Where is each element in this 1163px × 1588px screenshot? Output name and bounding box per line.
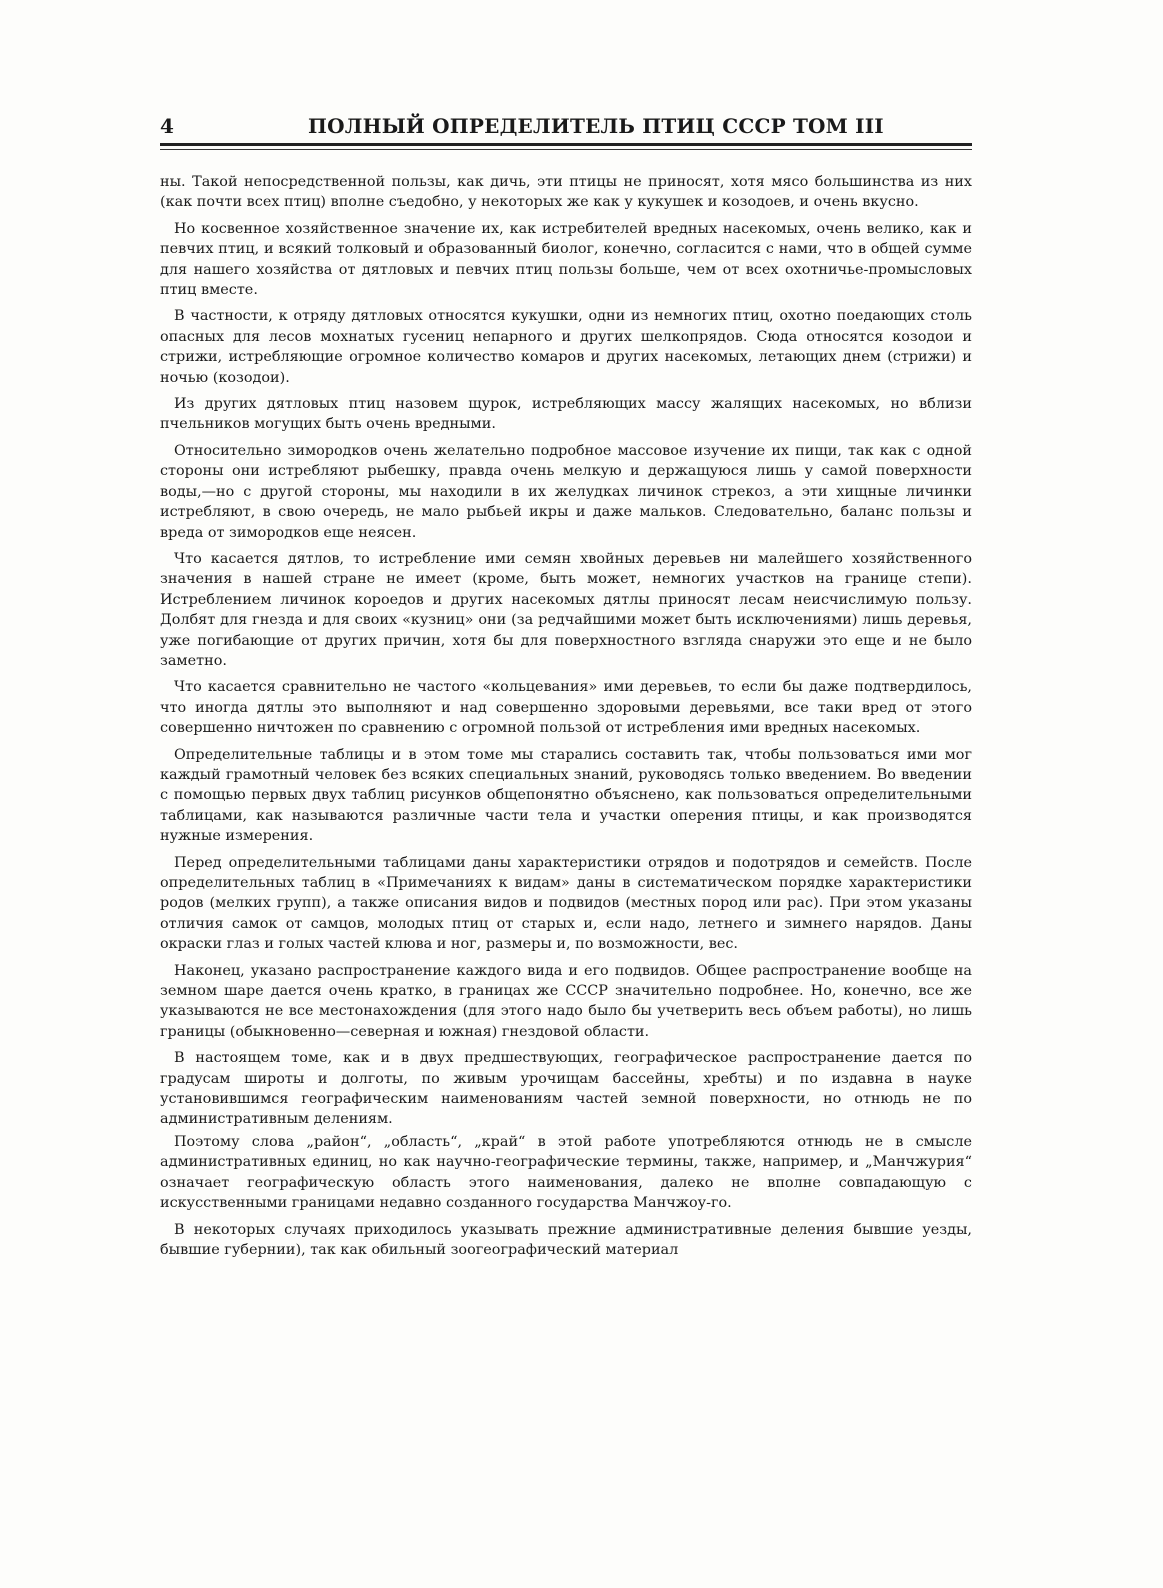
- paragraph: Наконец, указано распространение каждого вида и его подвидов. Общее распространение вообще на земном шаре дается очень кратко, в границах же СССР значительно подробнее. Но, конечно, все же указываются не все местонахождения (для этого надо было бы учетверить весь объем работы), но лишь границы (обыкновенно—северная и южная) гнездовой области.: [160, 962, 972, 1040]
- paragraph: В частности, к отряду дятловых относятся кукушки, одни из немногих птиц, охотно поедающих столь опасных для лесов мохнатых гусениц непарного и других шелкопрядов. Сюда относятся козодои и стрижи, истребляющие огромное количество комаров и других насекомых, летающих днем (стрижи) и ночью (козодои).: [160, 308, 972, 386]
- body-text: [160, 172, 972, 1266]
- paragraph: Относительно зимородков очень желательно подробное массовое изучение их пищи, так как с одной стороны они истребляют рыбешку, правда очень мелкую и держащуюся лишь у самой поверхности воды,—но с другой стороны, мы находили в их желудках личинок стрекоз, а эти хищные личинки истребляют, в свою очередь, не мало рыбьей икры и даже мальков. Следовательно, баланс пользы и вреда от зимородков еще неясен.: [160, 442, 972, 541]
- paragraph: ны. Такой непосредственной пользы, как дичь, эти птицы не приносят, хотя мясо большинства из них (как почти всех птиц) вполне съедобно, у некоторых же как у кукушек и козодоев, и очень вкусно.: [160, 174, 972, 211]
- running-title: ПОЛНЫЙ ОПРЕДЕЛИТЕЛЬ ПТИЦ СССР ТОМ III: [308, 114, 884, 138]
- paragraph: Перед определительными таблицами даны характеристики отрядов и подотрядов и семейств. После определительных таблиц в «Примечаниях к видам» даны в систематическом порядке характеристики родов (мелких групп), а также описания видов и подвидов (местных пород или рас). При этом указаны отличия самок от самцов, молодых птиц от старых и, если надо, летнего и зимнего нарядов. Даны окраски глаз и голых частей клюва и ног, размеры и, по возможности, вес.: [160, 854, 972, 953]
- paragraph: Что касается сравнительно не частого «кольцевания» ими деревьев, то если бы даже подтвердилось, что иногда дятлы это выполняют и над совершенно здоровыми деревьями, все таки вред от этого совершенно ничтожен по сравнению с огромной пользой от истребления ими вредных насекомых.: [160, 679, 972, 737]
- paragraph: Из других дятловых птиц назовем щурок, истребляющих массу жалящих насекомых, но вблизи пчельников могущих быть очень вредными.: [160, 396, 972, 433]
- paragraph: Поэтому слова „район“, „область“, „край“ в этой работе употребляются отнюдь не в смысле административных единиц, но как научно-географические термины, также, например, и „Манчжурия“ означает географическую область этого наименования, далеко не вполне совпадающую с искусственными границами недавно созданного государства Манчжоу-го.: [160, 1133, 972, 1212]
- paragraph: Что касается дятлов, то истребление ими семян хвойных деревьев ни малейшего хозяйственного значения в нашей стране не имеет (кроме, быть может, немногих участков на границе степи). Истреблением личинок короедов и других насекомых дятлы приносят лесам неисчислимую пользу. Долбят для гнезда и для своих «кузниц» они (за редчайшими может быть исключениями) лишь деревья, уже погибающие от других причин, хотя бы для поверхностного взгляда снаружи это еще и не было заметно.: [160, 550, 972, 669]
- header-rule-thin: [160, 149, 972, 150]
- paragraph: В некоторых случаях приходилось указывать прежние административные деления бывшие уезды, бывшие губернии), так как обильный зоогеографический материал: [160, 1221, 972, 1258]
- paragraph: Определительные таблицы и в этом томе мы старались составить так, чтобы пользоваться ими мог каждый грамотный человек без всяких специальных знаний, руководясь только введением. Во введении с помощью первых двух таблиц рисунков общепонятно объяснено, как пользоваться определительными таблицами, как называются различные части тела и участки оперения птицы, и как производятся нужные измерения.: [160, 746, 972, 845]
- paragraph: В настоящем томе, как и в двух предшествующих, географическое распространение дается по градусам широты и долготы, по живым урочищам бассейны, хребты) и по издавна в науке установившимся географическим наименованиям частей земной поверхности, но отнюдь не по административным делениям.: [160, 1050, 972, 1128]
- paragraph: Но косвенное хозяйственное значение их, как истребителей вредных насекомых, очень велико, как и певчих птиц, и всякий толковый и образованный биолог, конечно, согласится с нами, что в общей сумме для нашего хозяйства от дятловых и певчих птиц пользы больше, чем от всех охотничье-промысловых птиц вместе.: [160, 220, 972, 299]
- header-rule-thick: [160, 143, 972, 146]
- page-header: [160, 112, 972, 144]
- page-number: 4: [160, 114, 174, 138]
